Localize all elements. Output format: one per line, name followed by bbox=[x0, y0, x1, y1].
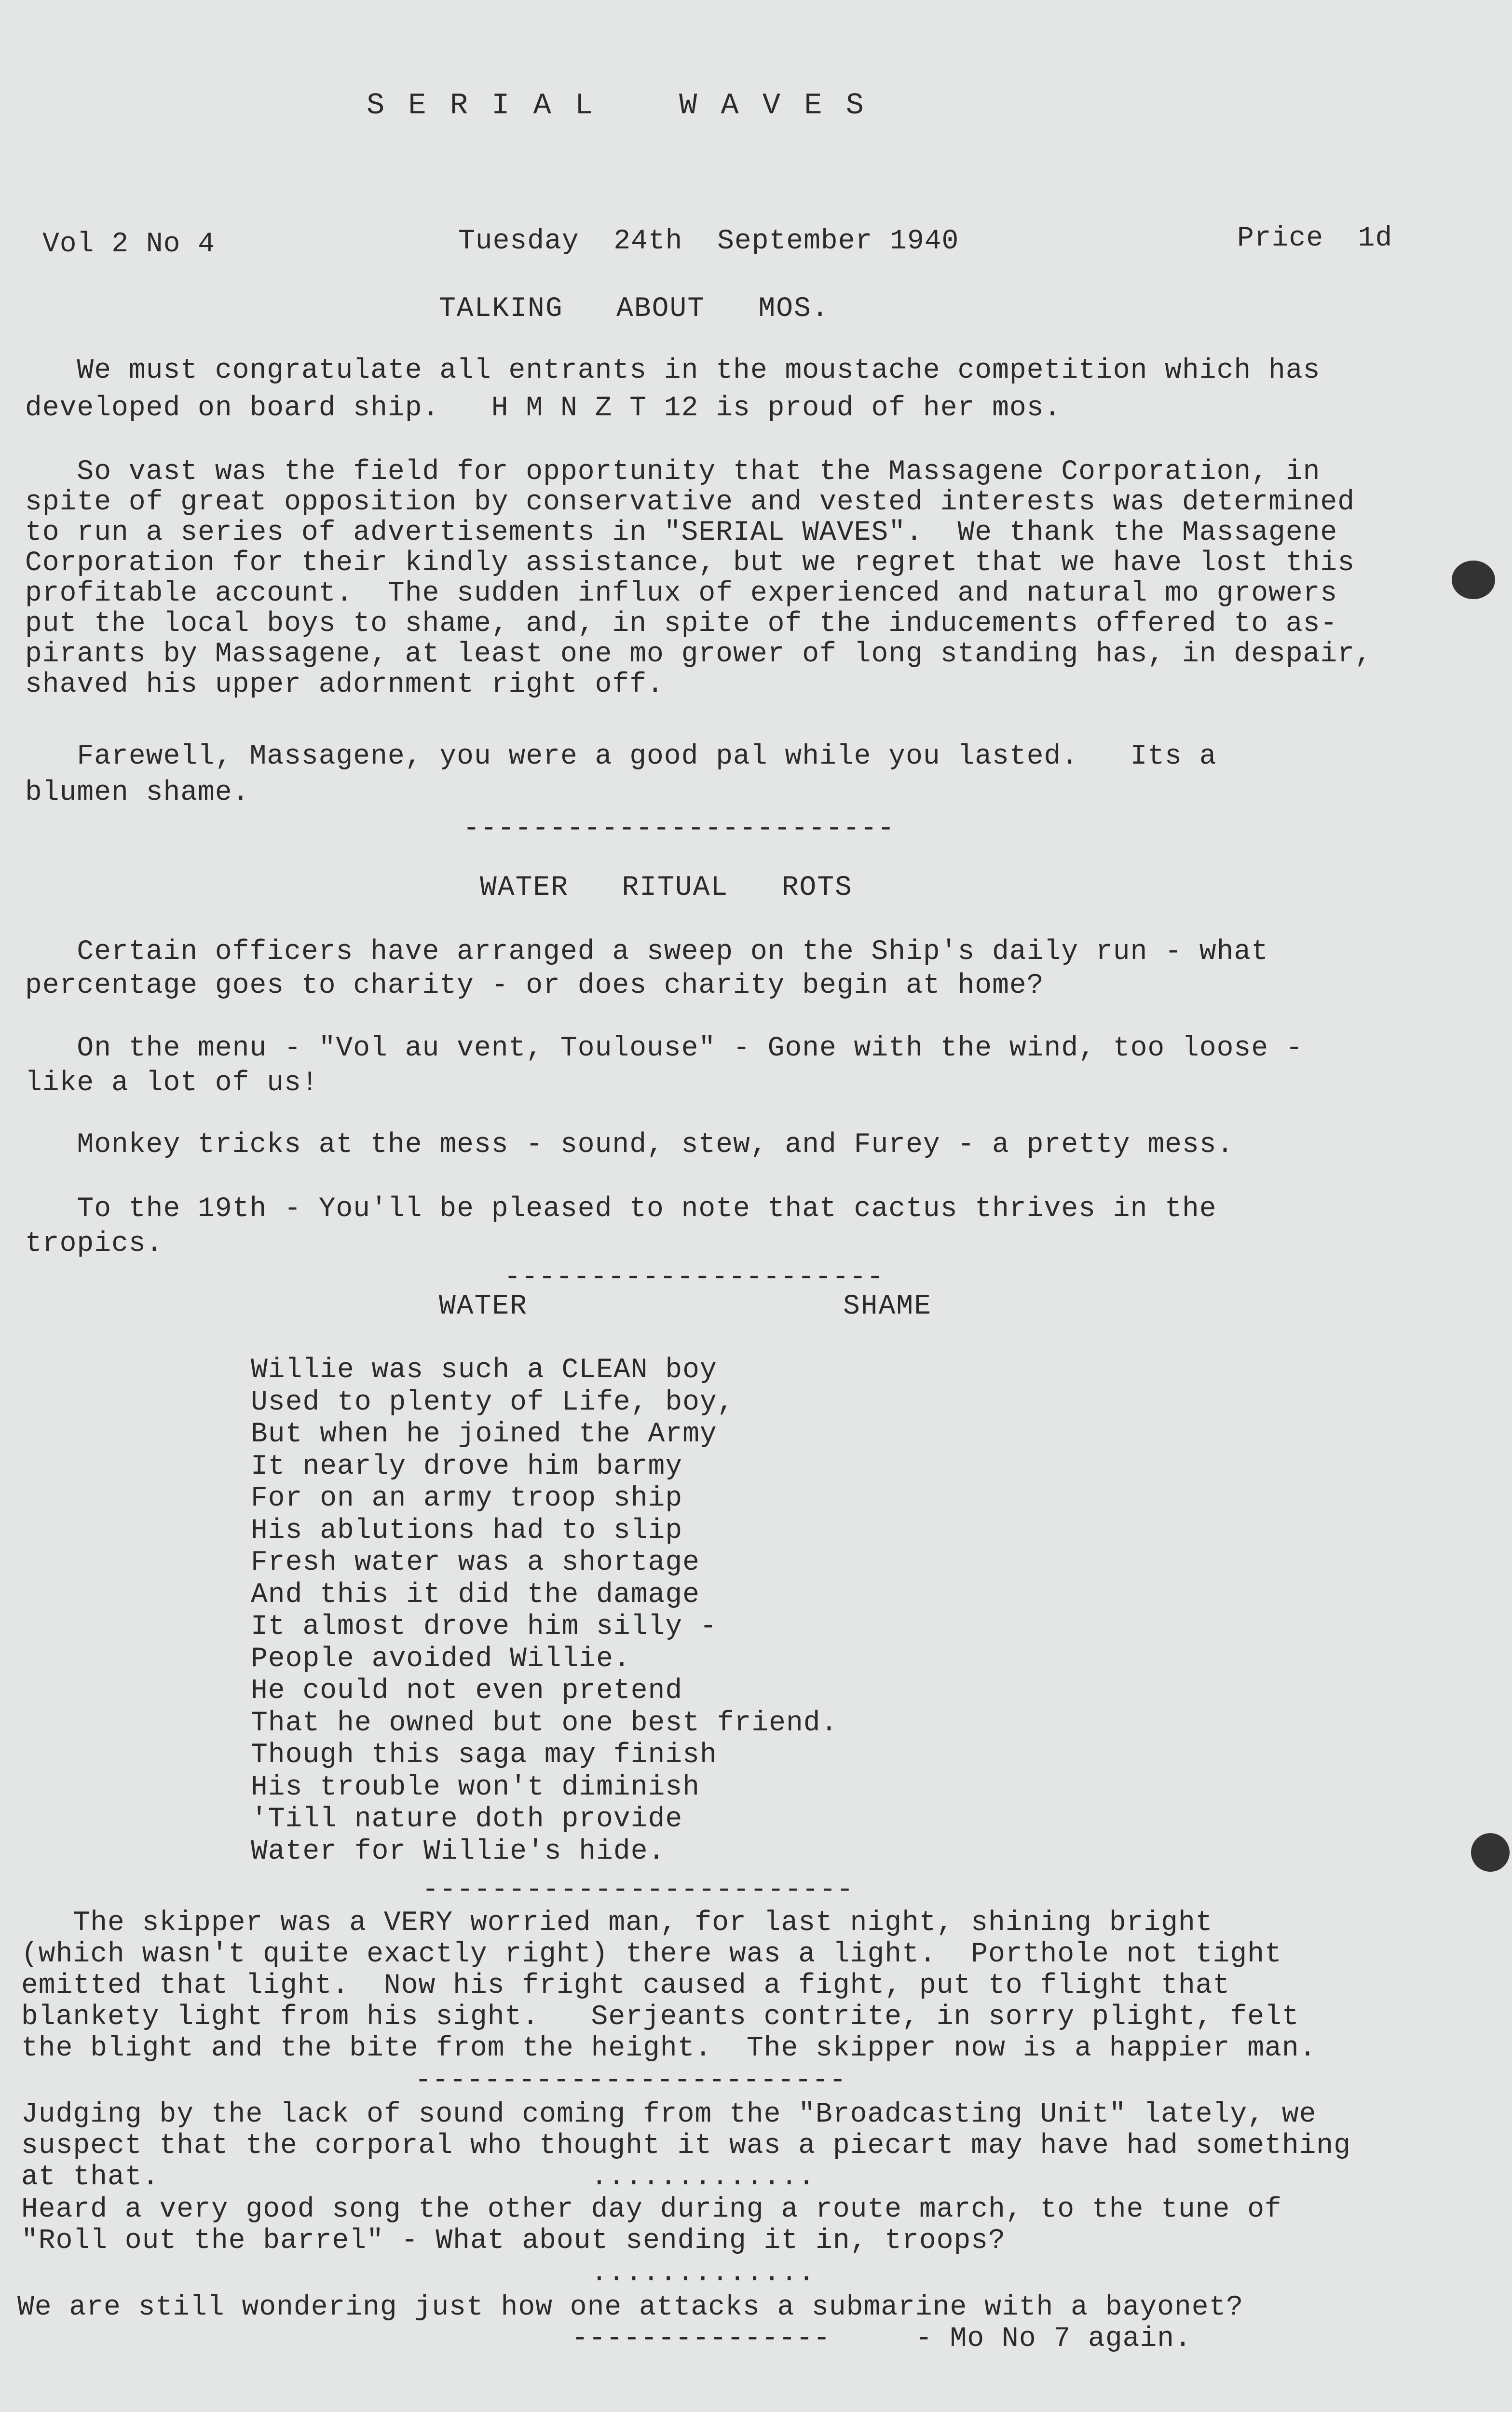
section-divider: --------------- bbox=[572, 2323, 831, 2355]
paragraph-line: So vast was the field for opportunity that the Massagene Corporation, in bbox=[25, 456, 1321, 488]
poem-heading-left: WATER bbox=[439, 1291, 528, 1322]
poem-heading-right: SHAME bbox=[843, 1291, 932, 1322]
paragraph-line: We are still wondering just how one attacks a submarine with a bayonet? bbox=[17, 2292, 1244, 2323]
paragraph-line: tropics. bbox=[25, 1228, 163, 1260]
paragraph-line: Monkey tricks at the mess - sound, stew, and Furey - a pretty mess. bbox=[25, 1129, 1234, 1161]
signature: - Mo No 7 again. bbox=[915, 2323, 1192, 2355]
paragraph-line: put the local boys to shame, and, in spite of the inducements offered to as- bbox=[25, 608, 1338, 640]
paragraph-line: (which wasn't quite exactly right) there was a light. Porthole not tight bbox=[21, 1939, 1282, 1970]
paragraph-line: developed on board ship. H M N Z T 12 is proud of her mos. bbox=[25, 393, 1062, 424]
paragraph-line: Judging by the lack of sound coming from the "Broadcasting Unit" lately, we bbox=[21, 2099, 1317, 2130]
poem-line: But when he joined the Army bbox=[251, 1419, 717, 1450]
paragraph-line: profitable account. The sudden influx of experienced and natural mo growers bbox=[25, 578, 1338, 609]
poem-line: He could not even pretend bbox=[251, 1675, 683, 1707]
section-divider: ---------------------- bbox=[504, 1262, 884, 1293]
poem-line: His trouble won't diminish bbox=[251, 1771, 700, 1803]
poem-line: Used to plenty of Life, boy, bbox=[251, 1386, 735, 1418]
poem-line: His ablutions had to slip bbox=[251, 1515, 683, 1547]
section-divider: ------------------------- bbox=[422, 1875, 854, 1906]
paragraph-line: at that. bbox=[21, 2162, 160, 2193]
paragraph-line: Corporation for their kindly assistance, but we regret that we have lost this bbox=[25, 548, 1355, 579]
paragraph-line: the blight and the bite from the height. The skipper now is a happier man. bbox=[21, 2033, 1317, 2064]
issue-price: Price 1d bbox=[1237, 223, 1393, 254]
poem-line: Willie was such a CLEAN boy bbox=[251, 1355, 717, 1386]
poem-line: Fresh water was a shortage bbox=[251, 1547, 700, 1578]
heading-talking-about-mos: TALKING ABOUT MOS. bbox=[439, 293, 830, 325]
ink-blot bbox=[1452, 561, 1495, 599]
paragraph-line: We must congratulate all entrants in the moustache competition which has bbox=[25, 355, 1321, 386]
poem-line: Water for Willie's hide. bbox=[251, 1836, 666, 1867]
paragraph-line: On the menu - "Vol au vent, Toulouse" - Gone with the wind, too loose - bbox=[25, 1033, 1303, 1064]
paragraph-line: emitted that light. Now his fright caused a fight, put to flight that bbox=[21, 1970, 1230, 2001]
paragraph-line: suspect that the corporal who thought it was a piecart may have had something bbox=[21, 2130, 1351, 2162]
volume-number: Vol 2 No 4 bbox=[42, 229, 216, 260]
poem-line: For on an army troop ship bbox=[251, 1483, 683, 1514]
paragraph-line: Certain officers have arranged a sweep on the Ship's daily run - what bbox=[25, 936, 1269, 968]
poem-line: 'Till nature doth provide bbox=[251, 1804, 683, 1835]
paragraph-line: blumen shame. bbox=[25, 777, 250, 809]
newsletter-title: S E R I A L W A V E S bbox=[367, 88, 867, 123]
section-divider: ------------------------- bbox=[463, 813, 895, 845]
poem-water-shame bbox=[251, 1355, 838, 1868]
poem-line: It nearly drove him barmy bbox=[251, 1451, 683, 1482]
section-divider: ------------------------- bbox=[415, 2065, 847, 2097]
heading-water-ritual-rots: WATER RITUAL ROTS bbox=[480, 872, 853, 904]
poem-line: That he owned but one best friend. bbox=[251, 1707, 838, 1739]
issue-date: Tuesday 24th September 1940 bbox=[458, 226, 959, 257]
paragraph-line: pirants by Massagene, at least one mo grower of long standing has, in despair, bbox=[25, 639, 1372, 670]
dotted-separator: ............. bbox=[591, 2162, 816, 2193]
paragraph-line: to run a series of advertisements in "SERIAL WAVES". We thank the Massagene bbox=[25, 517, 1338, 548]
ink-blot bbox=[1471, 1833, 1510, 1872]
paragraph-line: blankety light from his sight. Serjeants contrite, in sorry plight, felt bbox=[21, 2001, 1299, 2033]
paragraph-line: To the 19th - You'll be pleased to note that cactus thrives in the bbox=[25, 1193, 1217, 1225]
poem-line: It almost drove him silly - bbox=[251, 1611, 717, 1643]
paragraph-line: like a lot of us! bbox=[25, 1068, 319, 1099]
paragraph-line: Heard a very good song the other day during a route march, to the tune of bbox=[21, 2194, 1282, 2225]
paragraph-line: "Roll out the barrel" - What about sending it in, troops? bbox=[21, 2225, 1006, 2257]
paragraph-line: shaved his upper adornment right off. bbox=[25, 669, 664, 700]
paragraph-line: percentage goes to charity - or does charity begin at home? bbox=[25, 970, 1044, 1001]
poem-line: People avoided Willie. bbox=[251, 1643, 631, 1675]
paragraph-line: The skipper was a VERY worried man, for last night, shining bright bbox=[21, 1907, 1213, 1939]
paragraph-line: Farewell, Massagene, you were a good pal while you lasted. Its a bbox=[25, 741, 1217, 772]
paragraph-line: spite of great opposition by conservative and vested interests was determined bbox=[25, 487, 1355, 518]
dotted-separator: ............. bbox=[591, 2258, 816, 2289]
poem-line: Though this saga may finish bbox=[251, 1740, 717, 1771]
poem-line: And this it did the damage bbox=[251, 1579, 700, 1611]
